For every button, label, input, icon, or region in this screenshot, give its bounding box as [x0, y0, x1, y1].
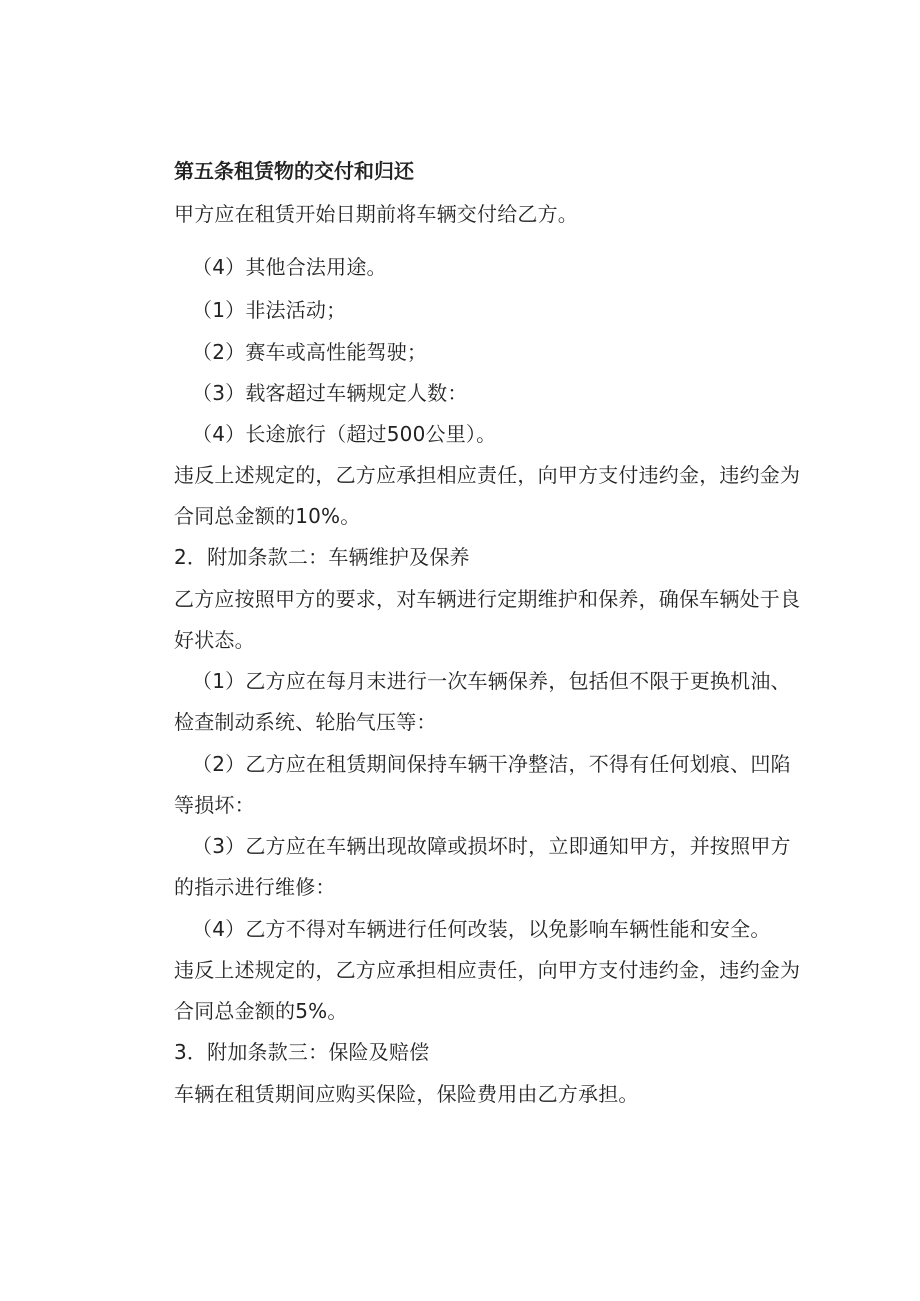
list-item: （3）载客超过车辆规定人数：	[192, 381, 468, 405]
list-item-continuation: 检查制动系统、轮胎气压等：	[174, 710, 437, 734]
paragraph-line: 违反上述规定的，乙方应承担相应责任，向甲方支付违约金，违约金为	[174, 958, 801, 982]
paragraph-line: 乙方应按照甲方的要求，对车辆进行定期维护和保养，确保车辆处于良	[174, 587, 801, 611]
list-item: （3）乙方应在车辆出现故障或损坏时，立即通知甲方，并按照甲方	[192, 834, 791, 858]
paragraph-line: 合同总金额的10%。	[174, 504, 361, 528]
paragraph-line: 车辆在租赁期间应购买保险，保险费用由乙方承担。	[174, 1082, 639, 1106]
list-item: （4）乙方不得对车辆进行任何改装，以免影响车辆性能和安全。	[192, 917, 771, 941]
section-heading: 第五条租赁物的交付和归还	[174, 159, 414, 183]
paragraph-line: 好状态。	[174, 628, 255, 652]
list-item-continuation: 的指示进行维修：	[174, 875, 336, 899]
list-item: （4）其他合法用途。	[192, 255, 387, 279]
clause-heading: 3．附加条款三：保险及赔偿	[174, 1040, 430, 1064]
paragraph-line: 甲方应在租赁开始日期前将车辆交付给乙方。	[174, 202, 578, 226]
paragraph-line: 合同总金额的5%。	[174, 999, 348, 1023]
list-item: （1）非法活动；	[192, 298, 347, 322]
list-item: （2）赛车或高性能驾驶；	[192, 340, 428, 364]
paragraph-line: 违反上述规定的，乙方应承担相应责任，向甲方支付违约金，违约金为	[174, 463, 801, 487]
list-item: （1）乙方应在每月末进行一次车辆保养，包括但不限于更换机油、	[192, 669, 791, 693]
list-item: （4）长途旅行（超过500公里）。	[192, 422, 497, 446]
clause-heading: 2．附加条款二：车辆维护及保养	[174, 545, 470, 569]
list-item-continuation: 等损坏：	[174, 793, 255, 817]
list-item: （2）乙方应在租赁期间保持车辆干净整洁，不得有任何划痕、凹陷	[192, 752, 791, 776]
